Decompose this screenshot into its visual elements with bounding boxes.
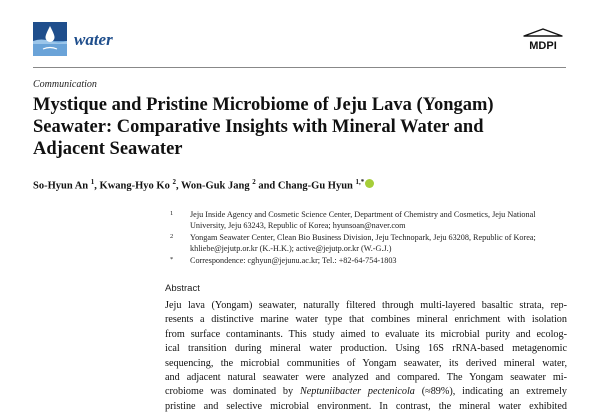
affiliations (170, 209, 573, 266)
affiliation-line: Correspondence: cghyun@jejunu.ac.kr; Tel.: +82-64-754-1803 (190, 255, 397, 265)
abstract-line: crobiome was dominated by Neptuniibacter pectenicola (≈89%), indicating an extremely (165, 386, 567, 398)
abstract-line: resents a distinctive marine water type that combines mineral enrichment with isolation (165, 314, 567, 326)
journal-header (33, 22, 566, 64)
author-name[interactable]: Kwang-Hyo Ko (99, 180, 170, 192)
affiliation-mark: * (170, 255, 174, 263)
affiliation-item (170, 232, 573, 255)
orcid-icon[interactable] (365, 179, 374, 188)
abstract-line: Jeju lava (Yongam) seawater, naturally filtered through multi-layered basaltic strata, rep- (165, 300, 567, 311)
abstract-line: and adjacent natural seawater were analyzed and compared. The Yongam seawater mi- (165, 372, 567, 384)
author-name[interactable]: So-Hyun An (33, 180, 89, 192)
affiliation-line: Jeju Inside Agency and Cosmetic Science Center, Department of Chemistry and Cosmetics, Jeju National (190, 210, 536, 219)
abstract-line: ical transition during mineral water production. Using 16S rRNA-based metagenomic (165, 343, 567, 355)
header-divider (33, 67, 566, 68)
affiliation-item (170, 209, 573, 232)
author-list: So-Hyun An $^1$, Kwang-Hyo Ko $^2$, Won-Guk Jang $^2$ and Chang-Gu Hyun $^{1,*}$ (33, 178, 374, 192)
abstract-line: sequencing, the microbial communities of Yongam seawater, its derived mineral water, (165, 357, 567, 369)
article-title: Mystique and Pristine Microbiome of Jeju Lava (Yongam) Seawater: Comparative Insights with Mineral Water and Adjacent Seawater (33, 95, 494, 159)
author-affiliation-mark: 2 (252, 178, 256, 186)
mdpi-logo-text: MDPI (529, 40, 557, 52)
abstract-line: from surface contaminants. This study aimed to evaluate its microbial purity and ecolog- (165, 328, 567, 340)
article-type: Communication (33, 79, 97, 90)
affiliation-line: Yongam Seawater Center, Clean Bio Business Division, Jeju Technopark, Jeju 63208, Republic of Korea; (190, 232, 536, 242)
affiliation-mark: 1 (170, 210, 174, 217)
affiliation-item (170, 255, 573, 266)
affiliation-mark: 2 (170, 232, 174, 240)
author-affiliation-mark: 1 (90, 178, 95, 186)
mdpi-logo[interactable] (520, 28, 566, 52)
abstract-text (165, 299, 567, 414)
author-affiliation-mark: 2 (172, 178, 176, 186)
author-name[interactable]: Won-Guk Jang (181, 180, 250, 192)
journal-name[interactable]: water (74, 30, 113, 49)
author-name[interactable]: Chang-Gu Hyun (277, 180, 353, 192)
water-drop-icon (33, 22, 67, 56)
abstract-line: pristine and selective microbial environment. In contrast, the mineral water exhibited (165, 400, 567, 412)
affiliation-line: University, Jeju 63243, Republic of Korea; hyunsoan@naver.com (190, 221, 406, 231)
affiliation-line: khliebe@jejutp.or.kr (K.-H.K.); active@jejutp.or.kr (W.-G.J.) (190, 244, 392, 254)
author-affiliation-mark: 1,* (355, 178, 365, 186)
abstract-heading: Abstract (165, 283, 200, 294)
species-name: Neptuniibacter pectenicola (299, 386, 415, 398)
